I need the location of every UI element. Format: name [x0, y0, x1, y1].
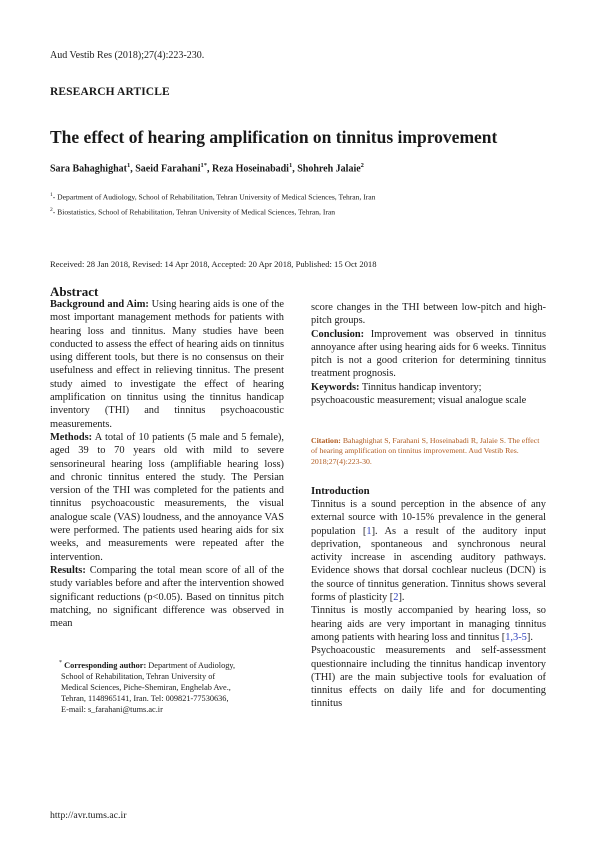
introduction-paragraph: Psychoacoustic measurements and self-assessment questionnaire including the tinnitus handicap inventory (THI) are the main subjective tools for evaluation of tinnitus effects on daily life and for documenting tinnitus [311, 645, 546, 710]
background-text: Using hearing aids is one of the most important management methods for patients with hearing loss and tinnitus. Many studies have been conducted to assess the effect of hearing aids on tinnitus using different tools, but there is no consensus on their usefulness and effect in relieving tinnitus. The present study aimed to investigate the effect of hearing amplification on tinnitus using the tinnitus handicap inventory (THI) and tinnitus psychoacoustic measurements. [50, 299, 284, 430]
conclusion-text: Improvement was observed in tinnitus annoyance after using hearing aids for 6 weeks. Tinnitus pitch is not a good criterion for determining tinnitus treatment prognosis. [311, 328, 546, 380]
footnote-star: * [59, 660, 62, 666]
author-name: Saeid Farahani [135, 163, 201, 175]
corresponding-line: Medical Sciences, Piche-Shemiran, Enghelab Ave., [61, 682, 231, 692]
methods-text: A total of 10 patients (5 male and 5 female), aged 39 to 70 years old with mild to severe sensorineural hearing loss (amplifiable hearing loss) and chronic tinnitus entered the study. The Persian version of the THI was completed for the patients and tinnitus psychoacoustic measurements, the visual analogue scale (VAS) loudness, and the annoyance VAS were performed. The patients used hearing aids for six weeks, and measurements were repeated after the intervention. [50, 431, 284, 563]
intro-text: Tinnitus is a sound perception in the absence of any external source with 10-15% prevalence in the general population [ [311, 499, 546, 537]
abstract-results-continued: score changes in the THI between low-pitch and high-pitch groups. [311, 302, 546, 327]
paper-title: The effect of hearing amplification on tinnitus improvement [50, 127, 498, 147]
abstract-background [50, 298, 284, 431]
introduction-paragraph [311, 604, 546, 644]
results-text: Comparing the total mean score of all of the study variables before and after the intervention showed significant reductions (p<0.05). Based on tinnitus pitch matching, no significant difference was observed in mean [50, 564, 284, 630]
affiliation-mark: 1 [50, 192, 53, 198]
author-name: Reza Hoseinabadi [212, 163, 289, 175]
introduction-paragraph [311, 498, 546, 604]
author-affiliation-mark: 2 [360, 162, 364, 169]
publication-dates: Received: 28 Jan 2018, Revised: 14 Apr 2018, Accepted: 20 Apr 2018, Published: 15 Oct 2018 [50, 259, 377, 269]
abstract-heading: Abstract [50, 284, 99, 299]
author-affiliation-mark: 1* [200, 162, 208, 169]
author-affiliation-mark: 1 [288, 162, 293, 169]
author-separator: , [292, 163, 298, 175]
author-separator: , [130, 163, 136, 175]
author-name: Sara Bahaghighat [50, 163, 127, 175]
corresponding-label: Corresponding author: [64, 660, 147, 670]
intro-text: ]. As a result of the auditory input deprivation, spontaneous and synchronous neural activity increase in ascending auditory pathways. Evidence shows that dorsal cochlear nucleus (DCN) is the source of tinnitus generation. Tinnitus shows several forms of plasticity [ [311, 525, 546, 604]
corresponding-line: School of Rehabilitation, Tehran University of [61, 671, 216, 681]
author-name: Shohreh Jalaie [297, 163, 361, 175]
author-affiliation-mark: 1 [126, 162, 131, 169]
intro-text: ]. [398, 592, 405, 604]
author-list [50, 162, 364, 174]
abstract-left-column [50, 298, 284, 630]
abstract-results [50, 564, 284, 630]
introduction-heading: Introduction [311, 485, 370, 497]
intro-text: ]. [526, 631, 533, 643]
affiliation [50, 207, 335, 217]
footer-url[interactable]: http://avr.tums.ac.ir [50, 810, 127, 821]
conclusion-label: Conclusion: [311, 328, 365, 340]
abstract-right-column [311, 301, 546, 407]
intro-text: Tinnitus is mostly accompanied by hearing loss, so hearing aids are very important in managing tinnitus among patients with hearing loss and tinnitus [ [311, 605, 546, 643]
methods-label: Methods: [50, 431, 93, 443]
background-label: Background and Aim: [50, 299, 149, 310]
author-separator: , [207, 163, 213, 175]
reference-link[interactable]: 1,3-5 [505, 631, 527, 643]
affiliation [50, 192, 375, 202]
abstract-methods [50, 431, 284, 564]
reference-link[interactable]: 1 [366, 525, 372, 537]
abstract-conclusion [311, 328, 546, 381]
corresponding-line: Tehran, 1148965141, Iran. Tel: 009821-77530636, [61, 693, 229, 703]
reference-link[interactable]: 2 [393, 592, 399, 604]
affiliation-mark: 2 [50, 207, 53, 213]
keywords-text: Tinnitus handicap inventory; psychoacoustic measurement; visual analogue scale [311, 381, 527, 407]
affiliation-text: - Biostatistics, School of Rehabilitation, Tehran University of Medical Sciences, Tehran, Iran [52, 207, 336, 217]
abstract-keywords [311, 381, 546, 408]
citation [311, 436, 546, 467]
citation-text: Bahaghighat S, Farahani S, Hoseinabadi R, Jalaie S. The effect of hearing amplification on tinnitus improvement. Aud Vestib Res. 2018;27(4):223-30. [311, 436, 540, 466]
journal-reference: Aud Vestib Res (2018);27(4):223-230. [50, 50, 205, 61]
results-label: Results: [50, 564, 86, 576]
keywords-label: Keywords: [311, 381, 360, 393]
citation-label: Citation: [311, 436, 341, 445]
corresponding-line: Department of Audiology, [146, 660, 236, 670]
corresponding-email[interactable]: E-mail: s_farahani@tums.ac.ir [61, 704, 163, 714]
corresponding-author-note [59, 658, 289, 715]
introduction-body [311, 498, 546, 711]
affiliation-text: - Department of Audiology, School of Rehabilitation, Tehran University of Medical Sciences, Tehran, Iran [52, 192, 376, 202]
article-type: RESEARCH ARTICLE [50, 86, 170, 98]
